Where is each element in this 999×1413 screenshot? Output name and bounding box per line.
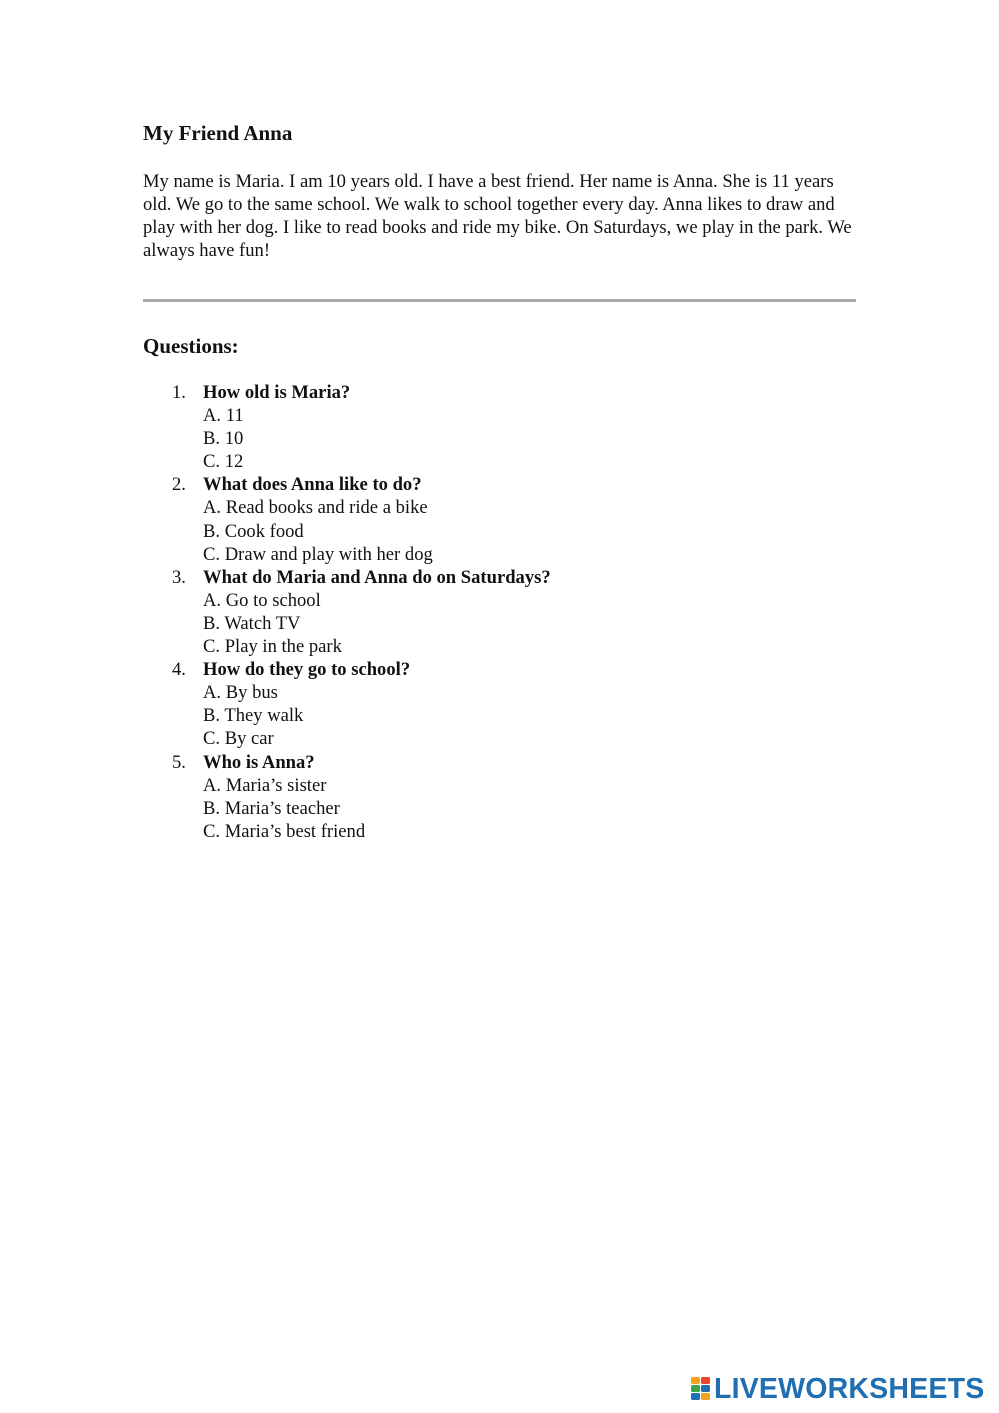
answer-option-a[interactable]: A. Maria’s sister — [203, 774, 327, 796]
question-number: 3. — [172, 566, 186, 588]
answer-option-b[interactable]: B. 10 — [203, 428, 244, 450]
liveworksheets-logo-icon — [691, 1377, 711, 1401]
question-5 — [143, 751, 743, 843]
question-number: 5. — [172, 751, 186, 773]
questions-heading: Questions: — [143, 334, 239, 358]
question-number: 4. — [172, 659, 186, 681]
question-text: Who is Anna? — [203, 751, 315, 773]
questions-list — [143, 381, 743, 843]
liveworksheets-logo — [691, 1373, 984, 1405]
story-paragraph: My name is Maria. I am 10 years old. I have a best friend. Her name is Anna. She is 11 years old. We go to the same school. We walk to school together every day. Anna likes to draw and play with her dog. I like to read books and ride my bike. On Saturdays, we play in the park. We always have fun! — [143, 171, 852, 261]
question-3 — [143, 566, 743, 658]
answer-option-c[interactable]: C. Draw and play with her dog — [203, 543, 433, 565]
answer-option-a[interactable]: A. By bus — [203, 682, 278, 704]
question-text: What does Anna like to do? — [203, 474, 422, 496]
answer-option-a[interactable]: A. Read books and ride a bike — [203, 497, 428, 519]
question-4 — [143, 658, 743, 750]
answer-option-c[interactable]: C. Maria’s best friend — [203, 820, 366, 842]
answer-option-b[interactable]: B. Watch TV — [203, 612, 301, 634]
question-text: How do they go to school? — [203, 659, 411, 681]
question-text: What do Maria and Anna do on Saturdays? — [203, 566, 551, 588]
question-2 — [143, 473, 743, 565]
answer-option-b[interactable]: B. Cook food — [203, 520, 304, 542]
answer-option-a[interactable]: A. Go to school — [203, 589, 321, 611]
answer-option-c[interactable]: C. 12 — [203, 451, 244, 473]
answer-option-a[interactable]: A. 11 — [203, 405, 244, 427]
question-1 — [143, 381, 743, 473]
question-number: 2. — [172, 474, 186, 496]
section-divider — [143, 299, 856, 302]
answer-option-c[interactable]: C. By car — [203, 728, 274, 750]
page-title: My Friend Anna — [143, 121, 293, 145]
question-text: How old is Maria? — [203, 382, 351, 403]
answer-option-c[interactable]: C. Play in the park — [203, 636, 342, 658]
answer-option-b[interactable]: B. Maria’s teacher — [203, 797, 340, 819]
question-number: 1. — [172, 382, 186, 403]
answer-option-b[interactable]: B. They walk — [203, 705, 304, 727]
logo-wordmark: LIVEWORKSHEETS — [714, 1373, 985, 1405]
